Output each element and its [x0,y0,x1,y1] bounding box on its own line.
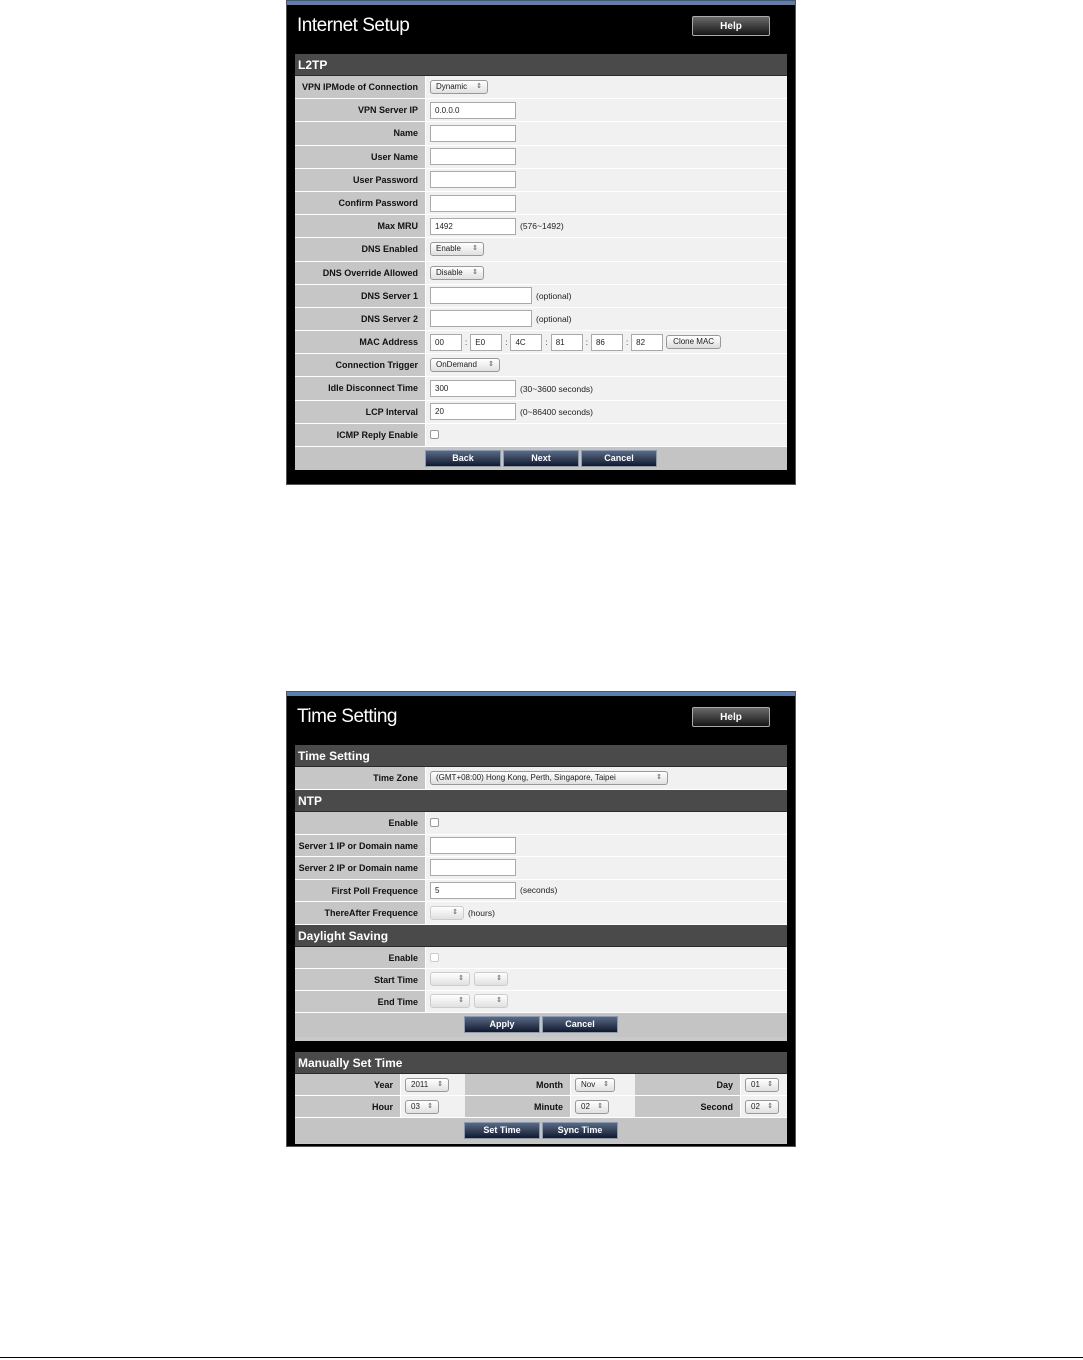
user-name-label: User Name [295,146,425,168]
section-header-l2tp: L2TP [295,54,787,76]
row-first-poll [295,880,787,903]
select-arrow-icon: ⇕ [437,1080,443,1088]
hour-label: Hour [295,1096,400,1117]
vpn-server-input[interactable]: 0.0.0.0 [430,102,516,119]
user-name-input[interactable] [430,148,516,165]
page-title: Internet Setup [297,15,410,36]
select-arrow-icon: ⇕ [488,361,494,369]
row-vpn-mode [295,76,787,99]
mac-octet-3[interactable]: 4C [510,334,542,351]
max-mru-hint: (576~1492) [520,221,564,232]
select-arrow-icon: ⇕ [767,1102,773,1110]
row-connection-trigger [295,354,787,377]
select-arrow-icon: ⇕ [458,975,464,983]
dns-enabled-select[interactable]: Enable ⇕ [430,242,484,256]
icmp-reply-label: ICMP Reply Enable [295,424,425,446]
row-clock [295,1096,787,1118]
thereafter-hint: (hours) [468,907,495,918]
row-name [295,122,787,145]
idle-disconnect-label: Idle Disconnect Time [295,377,425,399]
apply-button[interactable]: Apply [464,1016,540,1033]
select-arrow-icon: ⇕ [472,268,478,276]
select-arrow-icon: ⇕ [458,997,464,1005]
section-header-daylight: Daylight Saving [295,925,787,947]
select-arrow-icon: ⇕ [496,997,502,1005]
lcp-interval-input[interactable]: 20 [430,403,516,420]
time-setting-panel [286,691,796,1147]
server1-label: Server 1 IP or Domain name [295,835,425,857]
row-mac-address: MAC Address 00 : E0 : 4C : 81 : 86 : 82 Clone MAC [295,331,787,354]
row-dns2 [295,308,787,331]
row-start-time [295,969,787,991]
end-time-label: End Time [295,991,425,1012]
year-label: Year [295,1074,400,1095]
dns2-label: DNS Server 2 [295,308,425,330]
set-time-button[interactable]: Set Time [464,1122,540,1139]
select-arrow-icon: ⇕ [656,774,662,782]
row-dns-override [295,262,787,285]
dns1-input[interactable] [430,287,532,304]
thereafter-select[interactable] [430,906,464,920]
vpn-server-label: VPN Server IP [295,99,425,121]
first-poll-input[interactable]: 5 [430,882,516,899]
ntp-enable-checkbox[interactable] [430,818,439,827]
page-divider [0,1357,1083,1358]
next-button[interactable]: Next [503,450,579,467]
second-label: Second [635,1096,740,1117]
row-ntp-enable [295,812,787,835]
dns-override-label: DNS Override Allowed [295,262,425,284]
cancel-button[interactable]: Cancel [581,450,657,467]
row-user-name [295,146,787,169]
section-header-manual: Manually Set Time [295,1052,787,1074]
l2tp-form [295,54,787,469]
select-arrow-icon: ⇕ [472,245,478,253]
mac-octet-2[interactable]: E0 [470,334,502,351]
row-thereafter [295,902,787,925]
row-vpn-server [295,99,787,122]
row-dst-enable [295,947,787,969]
name-input[interactable] [430,125,516,142]
end-month-select[interactable] [430,994,470,1008]
back-button[interactable]: Back [425,450,501,467]
connection-trigger-select[interactable]: OnDemand ⇕ [430,358,500,372]
row-server1 [295,835,787,858]
select-arrow-icon: ⇕ [427,1102,433,1110]
mac-octet-5[interactable]: 86 [591,334,623,351]
day-select[interactable]: 01 ⇕ [745,1078,779,1092]
help-button[interactable]: Help [692,16,770,36]
apply-buttons [295,1013,787,1037]
row-confirm-password [295,192,787,215]
start-month-select[interactable] [430,972,470,986]
lcp-hint: (0~86400 seconds) [520,406,594,417]
first-poll-hint: (seconds) [520,885,558,896]
server2-input[interactable] [430,859,516,876]
row-time-zone [295,767,787,790]
select-arrow-icon: ⇕ [452,908,458,916]
lcp-interval-label: LCP Interval [295,401,425,423]
select-arrow-icon: ⇕ [767,1080,773,1088]
row-dns1 [295,285,787,308]
idle-disconnect-input[interactable]: 300 [430,380,516,397]
mac-address-label: MAC Address [295,331,425,353]
row-dns-enabled [295,238,787,261]
mac-octet-1[interactable]: 00 [430,334,462,351]
select-arrow-icon: ⇕ [597,1102,603,1110]
icmp-reply-checkbox[interactable] [430,430,439,439]
row-max-mru [295,215,787,238]
dns-override-select[interactable]: Disable ⇕ [430,266,484,280]
user-password-label: User Password [295,169,425,191]
row-user-password [295,169,787,192]
clone-mac-button[interactable]: Clone MAC [666,335,721,349]
select-arrow-icon: ⇕ [496,975,502,983]
vpn-mode-select[interactable]: Dynamic ⇕ [430,80,488,94]
manual-time-form [295,1052,787,1144]
time-setting-form [295,745,787,1041]
row-server2 [295,857,787,880]
dst-enable-checkbox[interactable] [430,953,439,962]
row-icmp-reply [295,424,787,447]
time-zone-select[interactable]: (GMT+08:00) Hong Kong, Perth, Singapore, Taipei ⇕ [430,771,668,785]
minute-label: Minute [465,1096,570,1117]
dns2-input[interactable] [430,310,532,327]
idle-hint: (30~3600 seconds) [520,383,594,394]
start-time-label: Start Time [295,969,425,990]
dns2-hint: (optional) [536,313,572,324]
first-poll-label: First Poll Frequence [295,880,425,902]
day-label: Day [635,1074,740,1095]
ntp-enable-label: Enable [295,812,425,834]
section-header-time: Time Setting [295,745,787,767]
dns1-label: DNS Server 1 [295,285,425,307]
thereafter-label: ThereAfter Frequence [295,902,425,924]
minute-select[interactable]: 02 ⇕ [575,1100,609,1114]
max-mru-input[interactable]: 1492 [430,218,516,235]
connection-trigger-label: Connection Trigger [295,354,425,376]
page-title: Time Setting [297,706,397,727]
year-select[interactable]: 2011 ⇕ [405,1078,449,1092]
confirm-password-label: Confirm Password [295,192,425,214]
section-header-ntp: NTP [295,790,787,812]
hour-select[interactable]: 03 ⇕ [405,1100,439,1114]
row-idle-disconnect [295,377,787,400]
dns-enabled-label: DNS Enabled [295,238,425,260]
server2-label: Server 2 IP or Domain name [295,857,425,879]
mac-octet-4[interactable]: 81 [551,334,583,351]
help-button[interactable]: Help [692,707,770,727]
internet-setup-panel [286,0,796,485]
confirm-password-input[interactable] [430,195,516,212]
name-label: Name [295,122,425,144]
row-lcp-interval [295,401,787,424]
second-select[interactable]: 02 ⇕ [745,1100,779,1114]
select-arrow-icon: ⇕ [476,83,482,91]
dst-enable-label: Enable [295,947,425,968]
month-select[interactable]: Nov ⇕ [575,1078,615,1092]
mac-octet-6[interactable]: 82 [631,334,663,351]
time-zone-label: Time Zone [295,767,425,789]
row-date [295,1074,787,1096]
server1-input[interactable] [430,837,516,854]
dns1-hint: (optional) [536,290,572,301]
set-time-buttons [295,1118,787,1143]
form-buttons [295,447,787,470]
cancel-button[interactable]: Cancel [542,1016,618,1033]
start-day-select[interactable] [474,972,508,986]
vpn-mode-label: VPN IPMode of Connection [295,76,425,98]
end-day-select[interactable] [474,994,508,1008]
month-label: Month [465,1074,570,1095]
max-mru-label: Max MRU [295,215,425,237]
user-password-input[interactable] [430,171,516,188]
select-arrow-icon: ⇕ [603,1080,609,1088]
row-end-time [295,991,787,1013]
sync-time-button[interactable]: Sync Time [542,1122,618,1139]
